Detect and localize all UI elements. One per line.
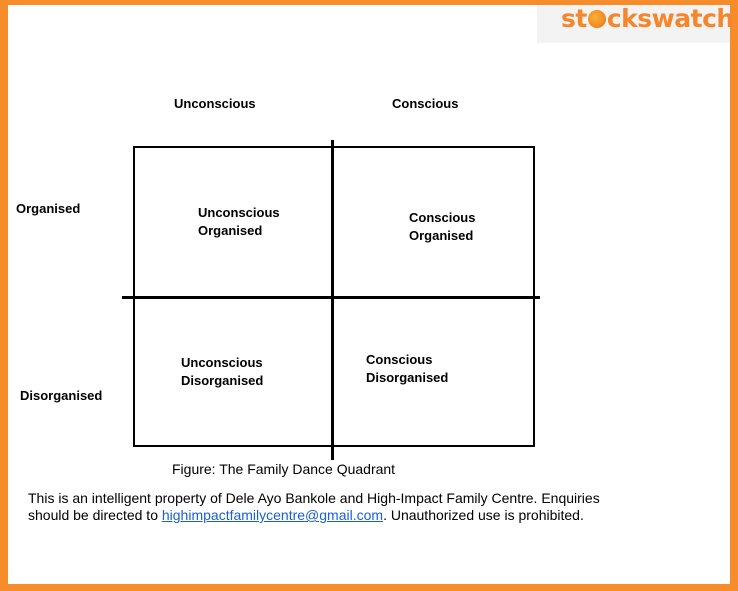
logo-ball-icon [588,10,606,28]
quadrant-bottom-right-line1: Conscious [366,352,433,367]
copyright-notice [28,490,608,524]
stockswatch-logo[interactable] [561,4,734,34]
quadrant-top-left [198,204,280,240]
vertical-axis-line [331,140,334,460]
horizontal-axis-line [122,296,540,299]
quadrant-top-right-line2: Organised [409,228,474,243]
row-label-organised: Organised [16,201,81,216]
logo-text-start: st [561,4,587,33]
quadrant-bottom-right-line2: Disorganised [366,370,449,385]
quadrant-top-right-line1: Conscious [409,210,476,225]
email-link[interactable]: highimpactfamilycentre@gmail.com [161,507,384,523]
figure-caption: Figure: The Family Dance Quadrant [172,461,396,477]
notice-text-start: This is an intelligent property of Dele Ayo Bankole and High-Impact Family Centre. Enquiries should be directed to [28,490,600,523]
quadrant-bottom-left-line1: Unconscious [181,355,263,370]
quadrant-bottom-right [366,351,448,387]
quadrant-top-left-line2: Organised [198,223,263,238]
logo-text-end: ckswatch [606,4,734,33]
column-label-unconscious: Unconscious [174,96,256,111]
column-label-conscious: Conscious [392,96,459,111]
quadrant-bottom-left [181,354,263,390]
row-label-disorganised: Disorganised [20,388,103,403]
notice-text-end: . Unauthorized use is prohibited. [383,507,584,523]
quadrant-top-left-line1: Unconscious [198,205,280,220]
quadrant-bottom-left-line2: Disorganised [181,373,264,388]
quadrant-top-right [409,209,475,245]
